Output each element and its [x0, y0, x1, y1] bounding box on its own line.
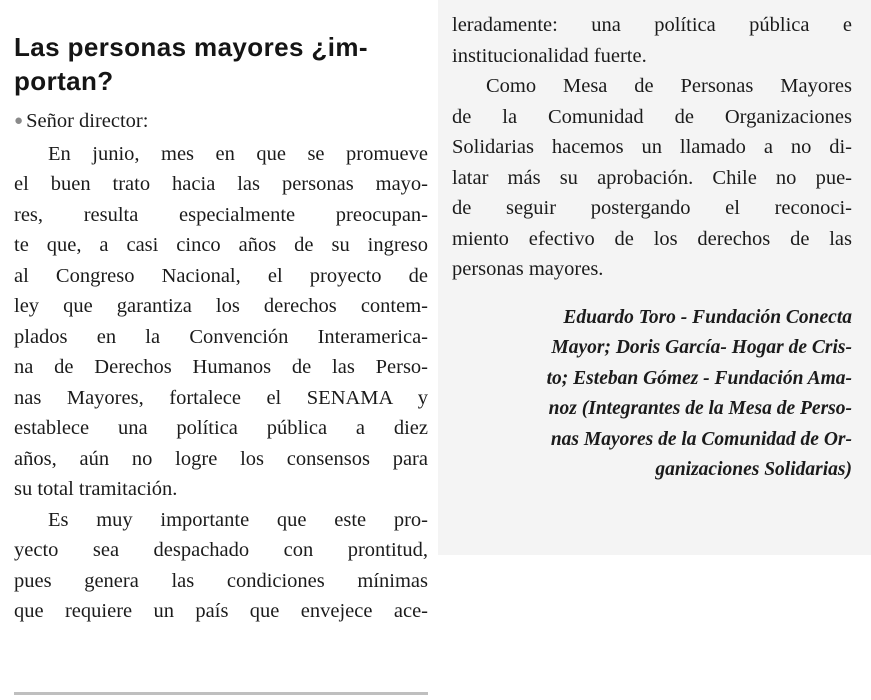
body-line: al Congreso Nacional, el proyecto de: [14, 264, 428, 287]
body-line: latar más su aprobación. Chile no pue-: [452, 166, 852, 189]
signature-line: Mayor; Doris García- Hogar de Cris-: [551, 337, 852, 358]
body-line: de seguir postergando el reconoci-: [452, 197, 852, 219]
body-line: na de Derechos Humanos de las Perso-: [14, 356, 428, 378]
body-line: su total tramitación.: [14, 478, 178, 500]
body-line: Es muy importante que este pro-: [48, 508, 428, 531]
body-line: el buen trato hacia las personas mayo-: [14, 173, 428, 195]
body-line: pues genera las condiciones mínimas: [14, 569, 428, 592]
body-line: personas mayores.: [452, 258, 604, 280]
body-line: miento efectivo de los derechos de las: [452, 227, 852, 250]
body-line: yecto sea despachado con prontitud,: [14, 539, 428, 561]
paragraph-2: [14, 505, 428, 627]
body-line: años, aún no logre los consensos para: [14, 447, 428, 470]
body-line: que requiere un país que envejece ace-: [14, 600, 428, 622]
salutation: [14, 106, 428, 137]
signature-block: [452, 303, 852, 486]
body-line: Como Mesa de Personas Mayores: [486, 75, 852, 97]
signature-line: to; Esteban Gómez - Fundación Ama-: [546, 367, 852, 389]
signature-line: nas Mayores de la Comunidad de Or-: [550, 428, 852, 450]
body-line: de la Comunidad de Organizaciones: [452, 105, 852, 128]
bottom-divider: [14, 692, 428, 695]
body-line: establece una política pública a diez: [14, 417, 428, 439]
body-line: leradamente: una política pública e: [452, 14, 852, 36]
paragraph-1: [14, 139, 428, 505]
left-column: [14, 30, 428, 627]
headline-line: portan?: [14, 66, 114, 96]
body-line: nas Mayores, fortalece el SENAMA y: [14, 386, 428, 409]
signature-line: Eduardo Toro - Fundación Conecta: [563, 306, 852, 328]
bullet-icon: ●: [14, 113, 24, 129]
signature-line: noz (Integrantes de la Mesa de Perso-: [548, 398, 852, 419]
body-line: res, resulta especialmente preocupan-: [14, 203, 428, 226]
paragraph-3: [452, 71, 852, 285]
body-line: En junio, mes en que se promueve: [48, 142, 428, 165]
salutation-text: Señor director:: [26, 110, 149, 132]
letter-headline: [14, 30, 428, 98]
body-line: te que, a casi cinco años de su ingreso: [14, 234, 428, 256]
signature-line: ganizaciones Solidarias): [655, 459, 852, 480]
headline-line: Las personas mayores ¿im-: [14, 32, 368, 62]
body-line: institucionalidad fuerte.: [452, 44, 647, 67]
body-line: Solidarias hacemos un llamado a no di-: [452, 136, 852, 158]
body-line: plados en la Convención Interamerica-: [14, 325, 428, 348]
paragraph-2-continued: [452, 10, 852, 71]
right-column: [452, 10, 852, 486]
body-line: ley que garantiza los derechos contem-: [14, 295, 428, 317]
